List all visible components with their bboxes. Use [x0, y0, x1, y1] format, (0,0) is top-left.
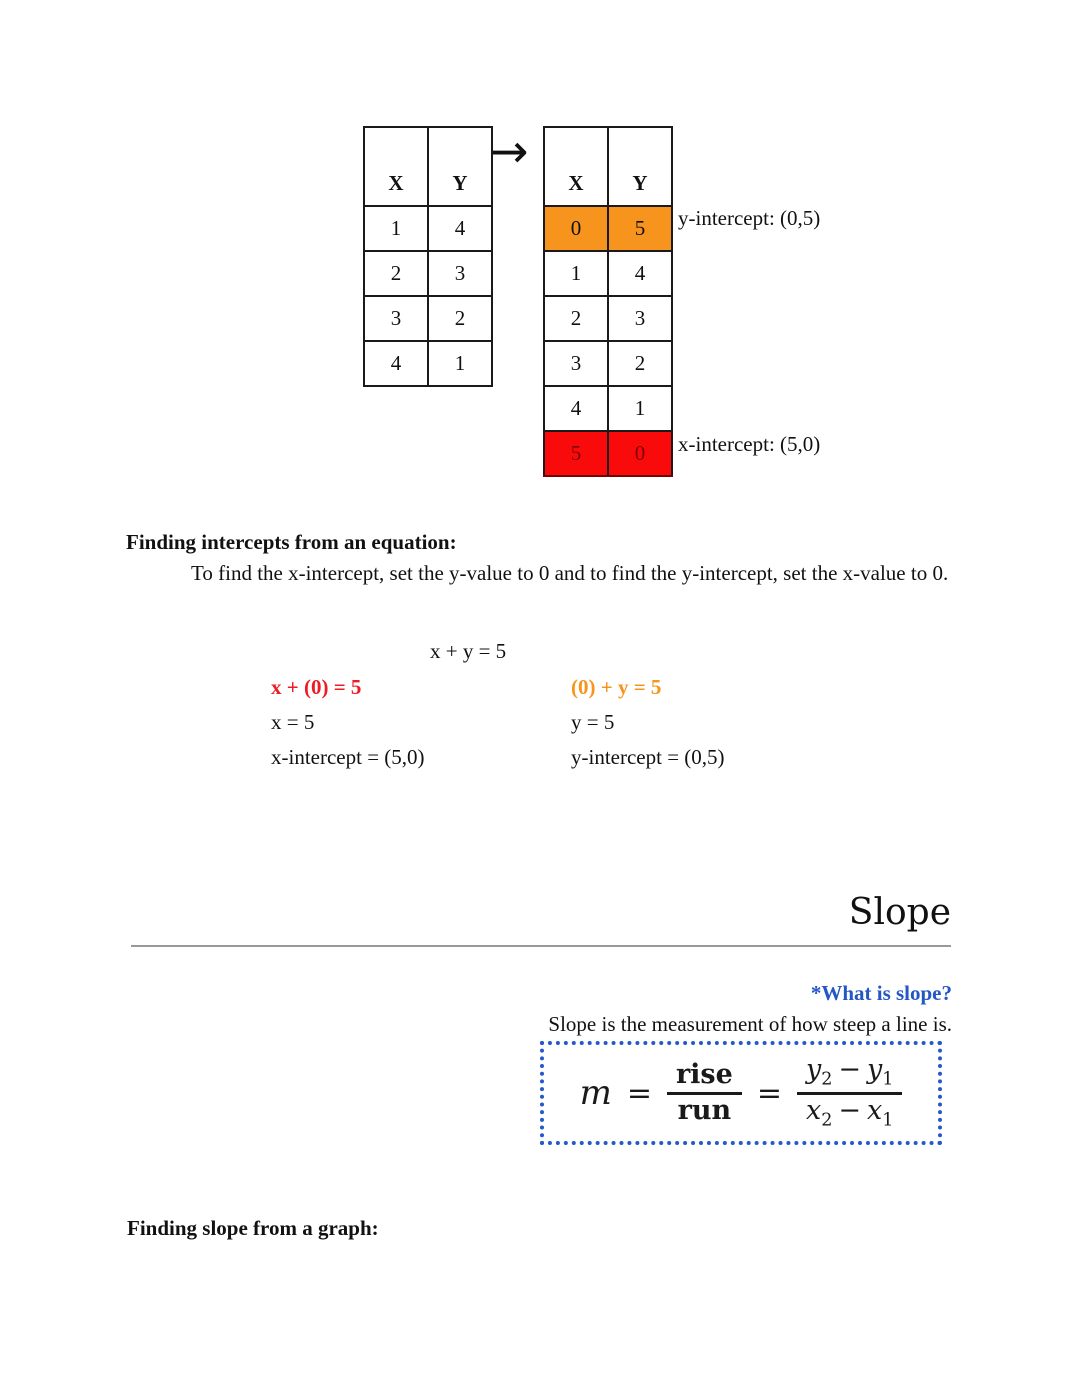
cell: 1: [608, 386, 672, 431]
equals-sign: =: [756, 1075, 782, 1111]
x-intercept-result: x-intercept = (5,0): [271, 745, 425, 769]
table-row: [544, 251, 672, 296]
table-extended: [543, 126, 673, 477]
y-intercept-label: y-intercept: (0,5): [678, 206, 821, 230]
intercepts-heading: Finding intercepts from an equation:: [126, 530, 457, 554]
cell: 3: [364, 296, 428, 341]
table-original: [363, 126, 493, 387]
cell: 4: [428, 206, 492, 251]
right-arrow-icon: →: [490, 124, 529, 178]
x-intercept-step-2: x = 5: [271, 710, 315, 734]
table-row: [544, 296, 672, 341]
table-row: [544, 341, 672, 386]
formula-denominator: $x_2 - x_1$: [806, 1095, 894, 1131]
equation-main: x + y = 5: [430, 639, 507, 663]
cell: 0: [608, 431, 672, 476]
cell: 4: [544, 386, 608, 431]
section-divider: [131, 945, 951, 947]
cell: 1: [364, 206, 428, 251]
cell: 5: [608, 206, 672, 251]
column-header-y: Y: [428, 127, 492, 206]
table-row: [544, 386, 672, 431]
cell: 3: [608, 296, 672, 341]
cell: 2: [544, 296, 608, 341]
cell: 4: [364, 341, 428, 386]
what-is-slope-label: *What is slope?: [810, 981, 952, 1005]
column-header-x: X: [544, 127, 608, 206]
table-row: [364, 251, 492, 296]
cell: 2: [364, 251, 428, 296]
y-intercept-step-2: y = 5: [571, 710, 615, 734]
table-header-row: [544, 127, 672, 206]
y-intercept-step-1: (0) + y = 5: [571, 675, 662, 699]
formula-run: run: [677, 1095, 732, 1126]
cell: 0: [544, 206, 608, 251]
column-header-y: Y: [608, 127, 672, 206]
slope-formula: [540, 1041, 942, 1145]
cell: 1: [544, 251, 608, 296]
cell: 3: [544, 341, 608, 386]
x-intercept-step-1: x + (0) = 5: [271, 675, 362, 699]
cell: 3: [428, 251, 492, 296]
x-intercept-label: x-intercept: (5,0): [678, 432, 821, 456]
slope-graph-heading: Finding slope from a graph:: [127, 1216, 379, 1240]
cell: 2: [428, 296, 492, 341]
formula-rise: rise: [667, 1061, 742, 1095]
y-intercept-result: y-intercept = (0,5): [571, 745, 725, 769]
y-intercept-row: [544, 206, 672, 251]
table-row: [364, 296, 492, 341]
intercepts-description: To find the x-intercept, set the y-value to 0 and to find the y-intercept, set the x-value to 0.: [191, 561, 949, 585]
equals-sign: =: [626, 1075, 652, 1111]
delta-y-over-delta-x-fraction: [797, 1056, 902, 1130]
x-intercept-row: [544, 431, 672, 476]
slope-definition: Slope is the measurement of how steep a line is.: [548, 1012, 952, 1036]
table-row: [364, 341, 492, 386]
cell: 4: [608, 251, 672, 296]
formula-numerator: $y_2 - y_1$: [797, 1056, 902, 1095]
column-header-x: X: [364, 127, 428, 206]
table-row: [364, 206, 492, 251]
cell: 5: [544, 431, 608, 476]
formula-m: m: [579, 1073, 612, 1113]
cell: 2: [608, 341, 672, 386]
cell: 1: [428, 341, 492, 386]
rise-over-run-fraction: [667, 1058, 742, 1126]
slope-section-title: Slope: [848, 892, 951, 933]
table-header-row: [364, 127, 492, 206]
